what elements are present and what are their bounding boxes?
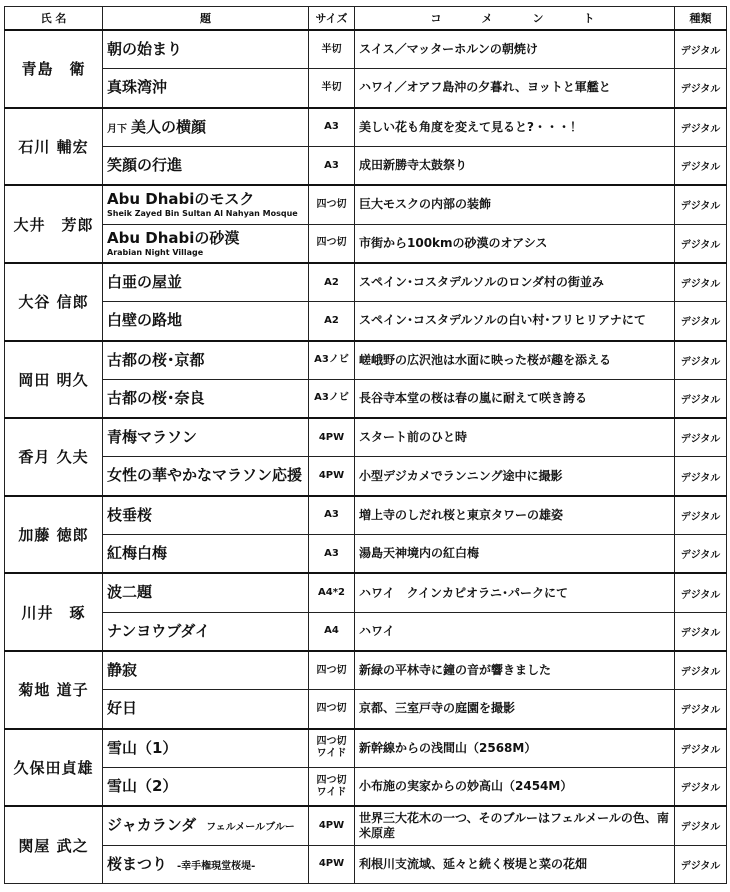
photographer-name: 関屋 武之 — [5, 806, 103, 883]
table-row — [5, 185, 727, 224]
print-size: 4PW — [309, 418, 355, 457]
work-title: Abu Dhabiの砂漠 — [107, 228, 240, 247]
print-size: 4PW — [309, 457, 355, 496]
work-kind: デジタル — [675, 185, 727, 224]
photographer-name: 菊地 道子 — [5, 651, 103, 729]
photographer-name: 川井 琢 — [5, 573, 103, 651]
work-subtitle: Arabian Night Village — [107, 247, 204, 257]
work-comment: 成田新勝寺太鼓祭り — [355, 146, 675, 185]
work-kind: デジタル — [675, 379, 727, 418]
header-name: 氏 名 — [5, 7, 103, 31]
print-size: 四つ切ワイド — [309, 767, 355, 806]
table-row — [5, 845, 727, 883]
work-comment: 小型デジカメでランニング途中に撮影 — [355, 457, 675, 496]
work-comment: 巨大モスクの内部の装飾 — [355, 185, 675, 224]
work-comment: 嵯峨野の広沢池は水面に映った桜が趣を添える — [355, 341, 675, 380]
table-row — [5, 379, 727, 418]
work-comment: ハワイ クインカピオラニ･パークにて — [355, 573, 675, 612]
work-kind: デジタル — [675, 457, 727, 496]
work-title-cell — [103, 302, 309, 341]
work-title: 真珠湾沖 — [107, 78, 168, 97]
print-size: A3ノビ — [309, 341, 355, 380]
title-suffix: -幸手権現堂桜堤- — [177, 860, 256, 872]
work-comment: 長谷寺本堂の桜は春の嵐に耐えて咲き誇る — [355, 379, 675, 418]
work-comment: 美しい花も角度を変えて見ると?・・・！ — [355, 108, 675, 147]
print-size: 四つ切 — [309, 185, 355, 224]
table-row — [5, 30, 727, 69]
work-comment: 世界三大花木の一つ、そのブルーはフェルメールの色、南米原産 — [355, 806, 675, 845]
title-suffix: フェルメールブルー — [206, 822, 295, 834]
work-title-cell — [103, 418, 309, 457]
work-title: 朝の始まり — [107, 40, 183, 59]
print-size: 4PW — [309, 845, 355, 883]
work-subtitle: Sheik Zayed Bin Sultan Al Nahyan Mosque — [107, 209, 298, 219]
table-row — [5, 302, 727, 341]
print-size: A3 — [309, 496, 355, 535]
work-title: 美人の横顔 — [131, 117, 207, 136]
table-row — [5, 146, 727, 185]
work-title-cell — [103, 767, 309, 806]
work-title: Abu Dhabiのモスク — [107, 190, 255, 209]
table-row — [5, 418, 727, 457]
print-size: A3 — [309, 535, 355, 574]
print-size: 半切 — [309, 30, 355, 69]
work-title: 静寂 — [107, 661, 138, 680]
work-kind: デジタル — [675, 496, 727, 535]
table-row — [5, 496, 727, 535]
print-size: A4 — [309, 612, 355, 651]
print-size: 四つ切 — [309, 224, 355, 263]
work-title-cell — [103, 69, 309, 108]
work-title-cell — [103, 806, 309, 845]
work-comment: スペイン･コスタデルソルの白い村･フリヒリアナにて — [355, 302, 675, 341]
work-comment: 市街から100kmの砂漠のオアシス — [355, 224, 675, 263]
work-kind: デジタル — [675, 767, 727, 806]
table-row — [5, 263, 727, 302]
work-kind: デジタル — [675, 612, 727, 651]
work-title-cell — [103, 108, 309, 147]
photographer-name: 大谷 信郎 — [5, 263, 103, 341]
work-comment: スペイン･コスタデルソルのロンダ村の街並み — [355, 263, 675, 302]
work-comment: スタート前のひと時 — [355, 418, 675, 457]
work-kind: デジタル — [675, 418, 727, 457]
work-title: ナンヨウブダイ — [107, 621, 210, 640]
work-comment: ハワイ／オアフ島沖の夕暮れ、ヨットと軍艦と — [355, 69, 675, 108]
work-kind: デジタル — [675, 302, 727, 341]
work-title-cell — [103, 573, 309, 612]
work-title: 古都の桜･京都 — [107, 350, 205, 369]
work-kind: デジタル — [675, 263, 727, 302]
work-kind: デジタル — [675, 108, 727, 147]
work-comment: 新緑の平林寺に鐘の音が響きました — [355, 651, 675, 690]
work-kind: デジタル — [675, 30, 727, 69]
work-comment: 湯島天神境内の紅白梅 — [355, 535, 675, 574]
header-comment: コメント — [355, 7, 675, 31]
header-kind: 種類 — [675, 7, 727, 31]
work-title-cell — [103, 729, 309, 768]
work-title: 白亜の屋並 — [107, 272, 183, 291]
work-title: 笑顔の行進 — [107, 155, 183, 174]
table-row — [5, 573, 727, 612]
work-kind: デジタル — [675, 651, 727, 690]
work-comment: スイス／マッターホルンの朝焼け — [355, 30, 675, 69]
work-title-cell — [103, 341, 309, 380]
work-comment: 増上寺のしだれ桜と東京タワーの雄姿 — [355, 496, 675, 535]
photographer-name: 青島 衛 — [5, 30, 103, 108]
print-size: 四つ切ワイド — [309, 729, 355, 768]
work-title: 波二題 — [107, 583, 153, 602]
work-title-cell — [103, 496, 309, 535]
work-kind: デジタル — [675, 146, 727, 185]
work-title: 紅梅白梅 — [107, 544, 168, 563]
print-size: A2 — [309, 263, 355, 302]
work-kind: デジタル — [675, 535, 727, 574]
work-kind: デジタル — [675, 806, 727, 845]
work-title-cell — [103, 690, 309, 729]
photographer-name: 久保田貞雄 — [5, 729, 103, 807]
photographer-name: 岡田 明久 — [5, 341, 103, 419]
work-title-cell — [103, 457, 309, 496]
work-title-cell — [103, 845, 309, 883]
work-title: 雪山（1） — [107, 738, 178, 757]
work-kind: デジタル — [675, 573, 727, 612]
work-title: 女性の華やかなマラソン応援 — [107, 466, 303, 485]
photographer-name: 香月 久夫 — [5, 418, 103, 496]
header-title: 題 — [103, 7, 309, 31]
table-row — [5, 806, 727, 845]
print-size: 四つ切 — [309, 690, 355, 729]
table-row — [5, 651, 727, 690]
work-title: 好日 — [107, 699, 138, 718]
work-kind: デジタル — [675, 690, 727, 729]
work-title-cell — [103, 651, 309, 690]
table-row — [5, 729, 727, 768]
work-title-cell — [103, 535, 309, 574]
work-kind: デジタル — [675, 224, 727, 263]
work-title: 桜まつり — [107, 854, 168, 873]
table-row — [5, 69, 727, 108]
photographer-name: 加藤 徳郎 — [5, 496, 103, 574]
work-title-cell — [103, 30, 309, 69]
table-row — [5, 690, 727, 729]
photographer-name: 大井 芳郎 — [5, 185, 103, 263]
work-title: ジャカランダ — [107, 816, 197, 835]
table-row — [5, 457, 727, 496]
table-row — [5, 224, 727, 263]
table-row — [5, 341, 727, 380]
table-row — [5, 535, 727, 574]
work-title-cell — [103, 263, 309, 302]
work-title: 白壁の路地 — [107, 311, 183, 330]
work-title: 青梅マラソン — [107, 428, 198, 447]
print-size: A2 — [309, 302, 355, 341]
work-title: 雪山（2） — [107, 776, 178, 795]
exhibition-table — [4, 6, 727, 884]
table-row — [5, 108, 727, 147]
table-row — [5, 767, 727, 806]
title-prefix: 月下 — [107, 123, 127, 135]
print-size: A4*2 — [309, 573, 355, 612]
work-title-cell — [103, 379, 309, 418]
table-body — [5, 30, 727, 884]
work-comment: 利根川支流域、延々と続く桜堤と菜の花畑 — [355, 845, 675, 883]
work-title: 古都の桜･奈良 — [107, 388, 205, 407]
header-row — [5, 7, 727, 31]
print-size: 半切 — [309, 69, 355, 108]
print-size: A3 — [309, 146, 355, 185]
print-size: A3 — [309, 108, 355, 147]
work-kind: デジタル — [675, 341, 727, 380]
work-title-cell — [103, 146, 309, 185]
work-comment: ハワイ — [355, 612, 675, 651]
work-title-cell — [103, 612, 309, 651]
work-comment: 京都、三室戸寺の庭園を撮影 — [355, 690, 675, 729]
table-row — [5, 612, 727, 651]
print-size: 四つ切 — [309, 651, 355, 690]
print-size: 4PW — [309, 806, 355, 845]
work-title-cell — [103, 185, 309, 224]
work-title-cell — [103, 224, 309, 263]
work-comment: 小布施の実家からの妙高山（2454M） — [355, 767, 675, 806]
print-size: A3ノビ — [309, 379, 355, 418]
work-comment: 新幹線からの浅間山（2568M） — [355, 729, 675, 768]
photographer-name: 石川 輔宏 — [5, 108, 103, 186]
work-kind: デジタル — [675, 729, 727, 768]
work-kind: デジタル — [675, 69, 727, 108]
work-kind: デジタル — [675, 845, 727, 883]
work-title: 枝垂桜 — [107, 505, 153, 524]
header-size: サイズ — [309, 7, 355, 31]
